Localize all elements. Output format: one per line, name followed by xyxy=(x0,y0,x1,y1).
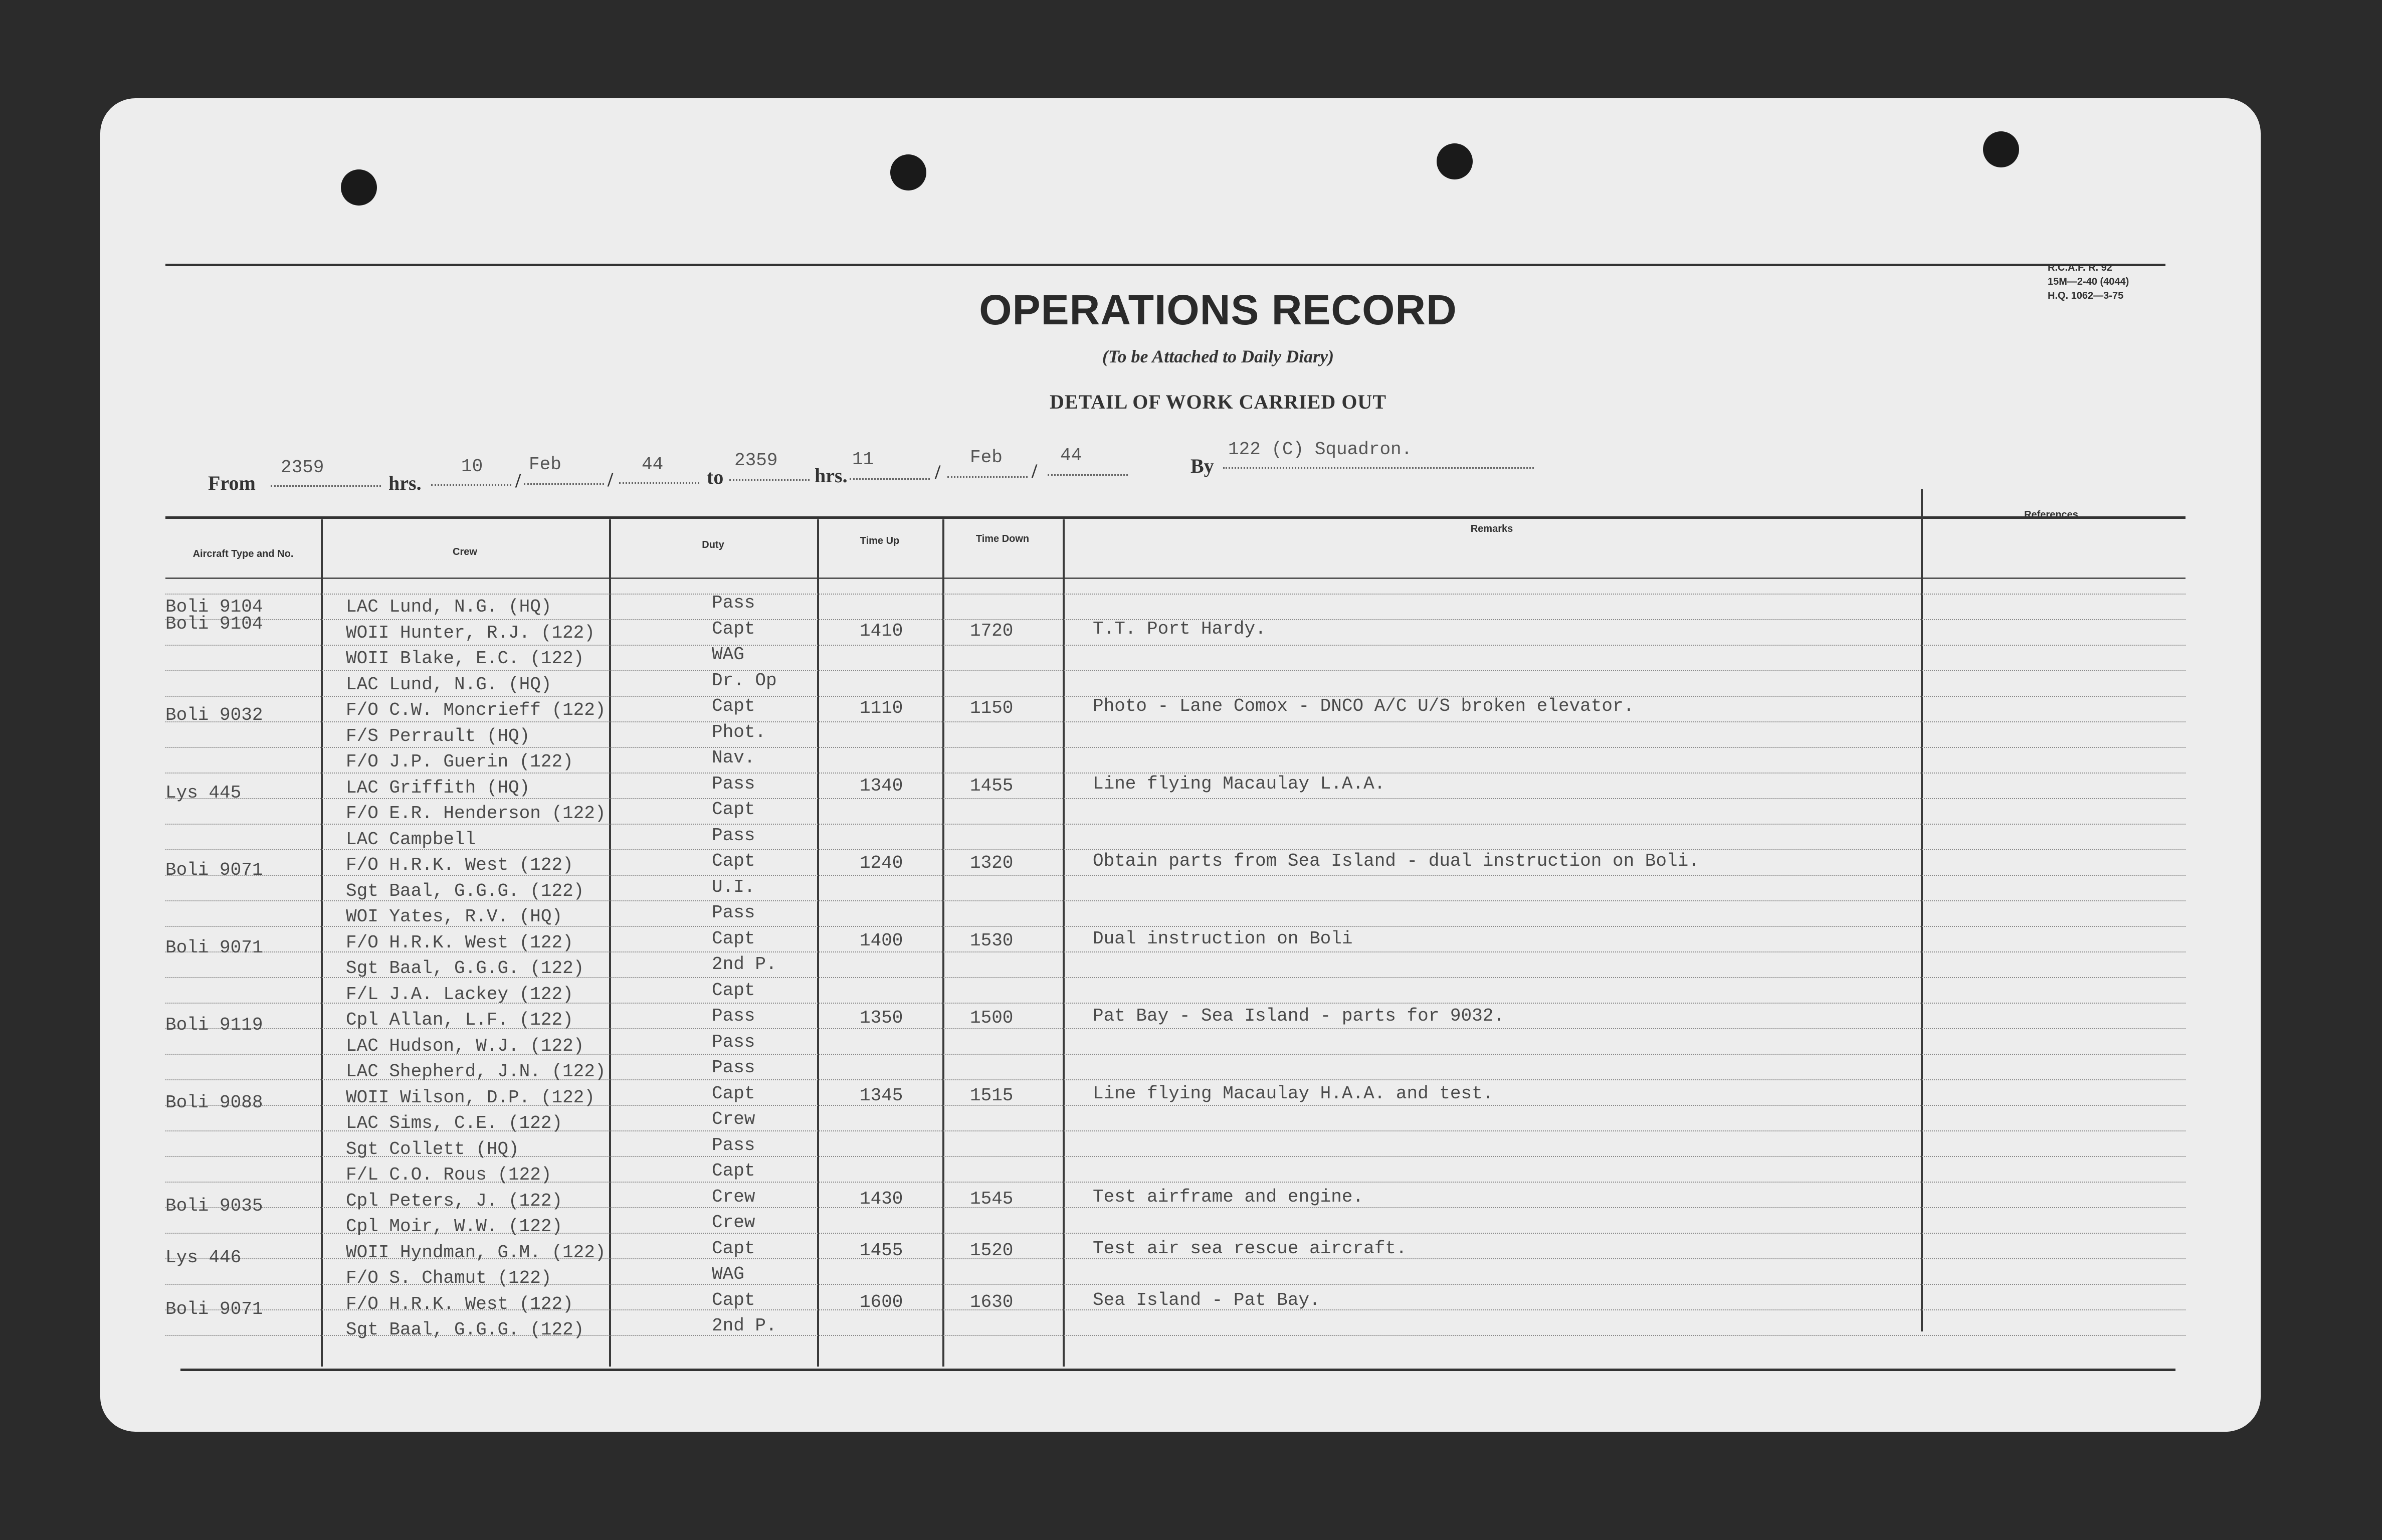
crew-cell: F/O H.R.K. West (122) xyxy=(346,932,573,953)
time-down-cell: 1320 xyxy=(970,853,1014,873)
duty-cell: Pass xyxy=(712,593,755,613)
crew-cell: LAC Hudson, W.J. (122) xyxy=(346,1035,584,1056)
crew-cell: F/O H.R.K. West (122) xyxy=(346,1293,573,1314)
duty-cell: Pass xyxy=(712,1006,755,1026)
table-bottom-rule xyxy=(180,1369,2175,1371)
duty-cell: Crew xyxy=(712,1186,755,1207)
crew-cell: Sgt Baal, G.G.G. (122) xyxy=(346,958,584,979)
table-top-rule xyxy=(165,516,2186,519)
crew-cell: WOII Hyndman, G.M. (122) xyxy=(346,1242,606,1263)
aircraft-cell: Boli 9071 xyxy=(165,860,263,880)
aircraft-cell: Boli 9088 xyxy=(165,1092,263,1113)
by-value: 122 (C) Squadron. xyxy=(1228,439,1413,460)
time-up-cell: 1240 xyxy=(860,853,903,873)
time-down-cell: 1455 xyxy=(970,775,1014,796)
crew-cell: F/L C.O. Rous (122) xyxy=(346,1165,552,1185)
crew-cell: F/S Perrault (HQ) xyxy=(346,725,530,746)
from-label: From xyxy=(208,472,256,494)
time-down-cell: 1720 xyxy=(970,620,1014,641)
from-year: 44 xyxy=(642,454,664,475)
to-year: 44 xyxy=(1060,445,1082,466)
duty-cell: Crew xyxy=(712,1109,755,1129)
duty-cell: WAG xyxy=(712,1264,744,1284)
duty-cell: Capt xyxy=(712,1289,755,1310)
duty-cell: WAG xyxy=(712,644,744,665)
header-aircraft: Aircraft Type and No. xyxy=(192,548,294,559)
time-down-cell: 1520 xyxy=(970,1240,1014,1261)
crew-cell: LAC Sims, C.E. (122) xyxy=(346,1113,563,1133)
header-time-down: Time Down xyxy=(975,533,1030,544)
crew-cell: WOII Blake, E.C. (122) xyxy=(346,648,584,669)
time-up-cell: 1340 xyxy=(860,775,903,796)
crew-cell: Sgt Baal, G.G.G. (122) xyxy=(346,880,584,901)
duty-cell: Crew xyxy=(712,1212,755,1233)
time-down-cell: 1500 xyxy=(970,1008,1014,1028)
aircraft-cell: Lys 446 xyxy=(165,1247,242,1268)
crew-cell: F/O E.R. Henderson (122) xyxy=(346,803,606,824)
detail-heading: DETAIL OF WORK CARRIED OUT xyxy=(1049,391,1386,413)
duty-cell: Pass xyxy=(712,825,755,846)
page-subtitle: (To be Attached to Daily Diary) xyxy=(1102,346,1334,366)
by-label: By xyxy=(1190,455,1214,477)
to-month: Feb xyxy=(970,447,1003,468)
crew-cell: Cpl Allan, L.F. (122) xyxy=(346,1010,573,1030)
punch-hole xyxy=(1437,143,1473,179)
time-up-cell: 1430 xyxy=(860,1188,903,1209)
crew-cell: LAC Lund, N.G. (HQ) xyxy=(346,597,552,617)
crew-cell: F/O C.W. Moncrieff (122) xyxy=(346,700,606,720)
header-references: References xyxy=(2024,509,2078,520)
crew-cell: F/O H.R.K. West (122) xyxy=(346,855,573,875)
top-rule xyxy=(165,264,2165,266)
duty-cell: Capt xyxy=(712,618,755,639)
remarks-cell: Photo - Lane Comox - DNCO A/C U/S broken elevator. xyxy=(1093,696,1635,716)
time-down-cell: 1150 xyxy=(970,698,1014,718)
aircraft-cell: Boli 9032 xyxy=(165,705,263,725)
page-title: OPERATIONS RECORD xyxy=(979,286,1457,333)
aircraft-cell: Boli 9071 xyxy=(165,1298,263,1319)
time-down-cell: 1545 xyxy=(970,1188,1014,1209)
crew-cell: Sgt Collett (HQ) xyxy=(346,1138,519,1160)
aircraft-cell: Boli 9119 xyxy=(165,1015,263,1035)
aircraft-cell: Boli 9035 xyxy=(165,1195,263,1216)
remarks-cell: Line flying Macaulay H.A.A. and test. xyxy=(1093,1083,1494,1104)
time-up-cell: 1600 xyxy=(860,1291,903,1312)
header-time-up: Time Up xyxy=(860,535,900,546)
duty-cell: Pass xyxy=(712,902,755,923)
time-down-cell: 1515 xyxy=(970,1085,1014,1106)
time-up-cell: 1350 xyxy=(860,1008,903,1028)
remarks-cell: Test airframe and engine. xyxy=(1093,1186,1364,1207)
duty-cell: Nav. xyxy=(712,747,755,768)
time-down-cell: 1630 xyxy=(970,1291,1014,1312)
from-day: 10 xyxy=(461,456,483,477)
header-duty: Duty xyxy=(702,539,724,550)
remarks-cell: Dual instruction on Boli xyxy=(1093,928,1353,949)
duty-cell: U.I. xyxy=(712,876,755,897)
from-time: 2359 xyxy=(281,457,324,478)
form-code: R.C.A.F. R. 92 15M—2-40 (4044) H.Q. 1062—3-75 xyxy=(2048,262,2129,301)
duty-cell: Capt xyxy=(712,980,755,1001)
hrs2-label: hrs. xyxy=(815,464,848,487)
time-up-cell: 1110 xyxy=(860,698,903,718)
header-remarks: Remarks xyxy=(1470,523,1513,534)
time-up-cell: 1410 xyxy=(860,620,903,641)
to-label: to xyxy=(707,466,724,488)
duty-cell: 2nd P. xyxy=(712,1315,777,1336)
time-up-cell: 1400 xyxy=(860,930,903,951)
duty-cell: 2nd P. xyxy=(712,954,777,975)
time-down-cell: 1530 xyxy=(970,930,1014,951)
duty-cell: Capt xyxy=(712,1238,755,1259)
duty-cell: Capt xyxy=(712,799,755,820)
duty-cell: Capt xyxy=(712,1161,755,1181)
aircraft-cell: Boli 9104 xyxy=(165,597,263,617)
to-day: 11 xyxy=(852,449,874,470)
aircraft-cell: Boli 9071 xyxy=(165,937,263,958)
crew-cell: Sgt Baal, G.G.G. (122) xyxy=(346,1319,584,1340)
time-up-cell: 1455 xyxy=(860,1240,903,1261)
time-up-cell: 1345 xyxy=(860,1085,903,1106)
crew-cell: F/L J.A. Lackey (122) xyxy=(346,984,573,1005)
punch-hole xyxy=(1983,131,2019,167)
aircraft-cell: Lys 445 xyxy=(165,782,242,803)
crew-cell: LAC Lund, N.G. (HQ) xyxy=(346,674,552,695)
to-time: 2359 xyxy=(734,450,778,471)
punch-hole xyxy=(341,169,377,206)
remarks-cell: Line flying Macaulay L.A.A. xyxy=(1093,773,1385,794)
crew-cell: Cpl Moir, W.W. (122) xyxy=(346,1216,563,1237)
duty-cell: Capt xyxy=(712,696,755,716)
duty-cell: Pass xyxy=(712,1031,755,1052)
header-crew: Crew xyxy=(453,546,477,557)
duty-cell: Pass xyxy=(712,773,755,794)
crew-cell: LAC Shepherd, J.N. (122) xyxy=(346,1061,606,1082)
duty-cell: Pass xyxy=(712,1057,755,1078)
crew-cell: LAC Campbell xyxy=(346,829,476,850)
hrs-label: hrs. xyxy=(388,472,422,494)
duty-cell: Pass xyxy=(712,1134,755,1156)
crew-cell: WOII Hunter, R.J. (122) xyxy=(346,622,595,643)
remarks-cell: Test air sea rescue aircraft. xyxy=(1093,1238,1407,1259)
remarks-cell: Obtain parts from Sea Island - dual instruction on Boli. xyxy=(1093,851,1699,871)
crew-cell: F/O J.P. Guerin (122) xyxy=(346,751,573,772)
punch-hole xyxy=(890,154,926,190)
remarks-cell: Pat Bay - Sea Island - parts for 9032. xyxy=(1093,1006,1504,1026)
aircraft-cell: Boli 9104 xyxy=(165,614,263,634)
duty-cell: Dr. Op xyxy=(712,670,777,691)
remarks-cell: Sea Island - Pat Bay. xyxy=(1093,1289,1320,1310)
from-month: Feb xyxy=(529,454,561,475)
duty-cell: Capt xyxy=(712,1083,755,1104)
duty-cell: Capt xyxy=(712,928,755,949)
crew-cell: WOII Wilson, D.P. (122) xyxy=(346,1087,595,1108)
remarks-cell: T.T. Port Hardy. xyxy=(1093,618,1266,639)
duty-cell: Capt xyxy=(712,851,755,871)
crew-cell: Cpl Peters, J. (122) xyxy=(346,1190,563,1211)
crew-cell: F/O S. Chamut (122) xyxy=(346,1268,552,1288)
crew-cell: WOI Yates, R.V. (HQ) xyxy=(346,906,563,927)
crew-cell: LAC Griffith (HQ) xyxy=(346,777,530,798)
duty-cell: Phot. xyxy=(712,721,766,742)
